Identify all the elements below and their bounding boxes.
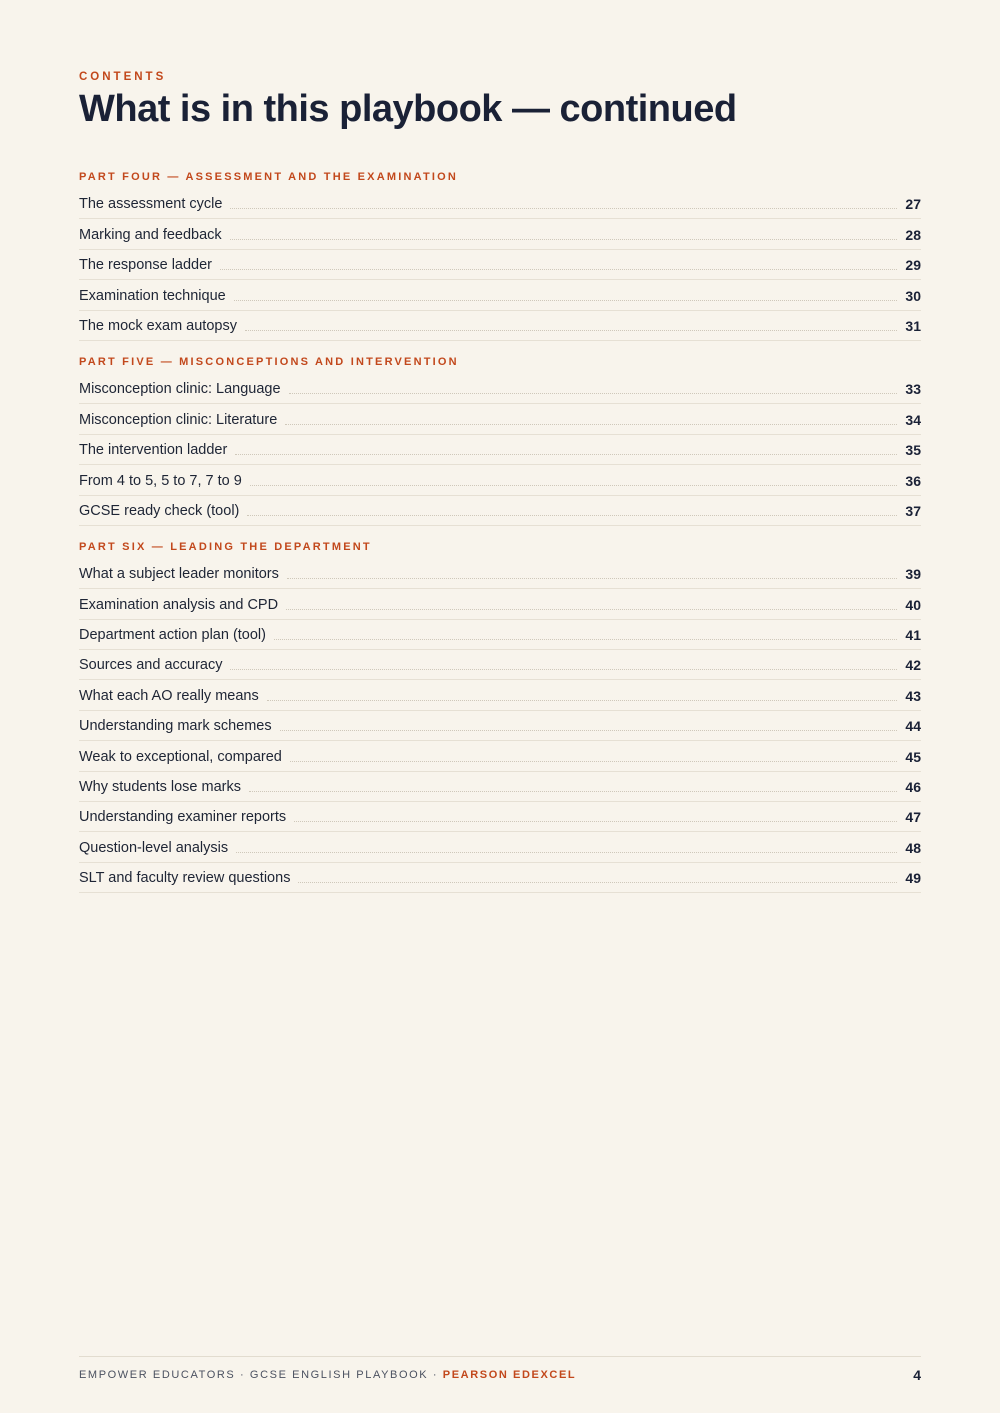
toc-entry-label: Misconception clinic: Literature (79, 411, 278, 428)
footer-brand: PEARSON EDEXCEL (442, 1369, 577, 1381)
toc-entry-label: GCSE ready check (tool) (79, 502, 240, 519)
dot-leader (250, 484, 898, 486)
toc-entry[interactable] (79, 404, 921, 434)
toc-entry-page: 36 (905, 472, 921, 489)
toc-entry-page: 48 (905, 839, 921, 856)
toc-section-part-four (79, 166, 921, 341)
toc-entry[interactable] (79, 496, 921, 526)
toc-entry-page: 29 (905, 257, 921, 274)
dot-leader (235, 453, 897, 455)
toc-entry-page: 40 (905, 596, 921, 613)
toc-entry-label: The assessment cycle (79, 196, 223, 213)
toc-entry-label: Question-level analysis (79, 839, 229, 856)
section-heading: PART SIX — LEADING THE DEPARTMENT (79, 540, 372, 553)
dot-leader (285, 423, 897, 425)
toc-entry-page: 46 (905, 779, 921, 796)
toc-entry[interactable] (79, 741, 921, 771)
toc-entry-page: 45 (905, 748, 921, 765)
dot-leader (290, 760, 898, 762)
toc-entry-page: 30 (905, 287, 921, 304)
toc-entry[interactable] (79, 189, 921, 219)
page-title: What is in this playbook — continued (79, 88, 737, 130)
dot-leader (236, 851, 897, 853)
toc-entry[interactable] (79, 250, 921, 280)
toc-entry[interactable] (79, 620, 921, 650)
contents-eyebrow: CONTENTS (79, 71, 167, 83)
toc-entry[interactable] (79, 650, 921, 680)
toc-entry-page: 28 (905, 226, 921, 243)
dot-leader (245, 329, 897, 331)
toc-entry[interactable] (79, 435, 921, 465)
toc-entry[interactable] (79, 863, 921, 893)
toc-entry-label: From 4 to 5, 5 to 7, 7 to 9 (79, 472, 242, 489)
footer-text: EMPOWER EDUCATORS · GCSE ENGLISH PLAYBOOK · (79, 1369, 443, 1381)
toc-entry[interactable] (79, 772, 921, 802)
toc-entry-label: The response ladder (79, 257, 212, 274)
toc-entry-label: Examination technique (79, 287, 226, 304)
section-heading: PART FIVE — MISCONCEPTIONS AND INTERVENTION (79, 355, 459, 368)
toc-entry[interactable] (79, 280, 921, 310)
dot-leader (267, 699, 898, 701)
dot-leader (220, 268, 897, 270)
toc-entry-page: 41 (905, 627, 921, 644)
toc-entry[interactable] (79, 311, 921, 341)
toc-entry-label: Department action plan (tool) (79, 627, 266, 644)
dot-leader (247, 514, 897, 516)
page-footer (79, 1356, 921, 1383)
toc-entry[interactable] (79, 374, 921, 404)
toc-entry-label: Why students lose marks (79, 779, 241, 796)
dot-leader (286, 608, 897, 610)
toc-entry-label: Marking and feedback (79, 226, 222, 243)
toc-entry[interactable] (79, 711, 921, 741)
toc-entry-page: 47 (905, 809, 921, 826)
toc-entry-label: Examination analysis and CPD (79, 596, 279, 613)
toc-entry-page: 49 (905, 870, 921, 887)
dot-leader (280, 729, 898, 731)
toc-entry[interactable] (79, 559, 921, 589)
toc-entry-page: 42 (905, 657, 921, 674)
dot-leader (289, 392, 898, 394)
toc-entry-page: 43 (905, 687, 921, 704)
toc-entry-label: Understanding mark schemes (79, 718, 272, 735)
toc-entry-label: What a subject leader monitors (79, 566, 279, 583)
footer-publication (79, 1369, 576, 1381)
toc-entry-page: 37 (905, 502, 921, 519)
contents-page (79, 0, 921, 1413)
toc-entry-page: 44 (905, 718, 921, 735)
toc-section-part-six (79, 536, 921, 893)
toc-entry-label: SLT and faculty review questions (79, 870, 291, 887)
dot-leader (230, 668, 897, 670)
toc-entry-page: 31 (905, 317, 921, 334)
toc-entry-label: The intervention ladder (79, 442, 228, 459)
dot-leader (287, 577, 898, 579)
table-of-contents (79, 166, 921, 903)
dot-leader (249, 790, 897, 792)
dot-leader (274, 638, 897, 640)
toc-entry[interactable] (79, 465, 921, 495)
toc-entry[interactable] (79, 802, 921, 832)
toc-entry-page: 33 (905, 381, 921, 398)
toc-entry-label: Misconception clinic: Language (79, 381, 281, 398)
dot-leader (230, 238, 898, 240)
dot-leader (294, 820, 897, 822)
dot-leader (298, 881, 897, 883)
toc-entry-label: Sources and accuracy (79, 657, 223, 674)
page-number: 4 (913, 1367, 921, 1383)
toc-entry-page: 27 (905, 196, 921, 213)
toc-entry[interactable] (79, 219, 921, 249)
toc-entry-label: The mock exam autopsy (79, 317, 237, 334)
dot-leader (230, 207, 897, 209)
toc-entry[interactable] (79, 589, 921, 619)
toc-section-part-five (79, 351, 921, 526)
toc-entry[interactable] (79, 832, 921, 862)
toc-entry-label: Understanding examiner reports (79, 809, 287, 826)
section-heading: PART FOUR — ASSESSMENT AND THE EXAMINATION (79, 171, 459, 183)
toc-entry-page: 39 (905, 566, 921, 583)
toc-entry-label: What each AO really means (79, 687, 259, 704)
dot-leader (234, 299, 898, 301)
toc-entry-label: Weak to exceptional, compared (79, 748, 282, 765)
toc-entry-page: 35 (905, 442, 921, 459)
toc-entry[interactable] (79, 680, 921, 710)
toc-entry-page: 34 (905, 411, 921, 428)
